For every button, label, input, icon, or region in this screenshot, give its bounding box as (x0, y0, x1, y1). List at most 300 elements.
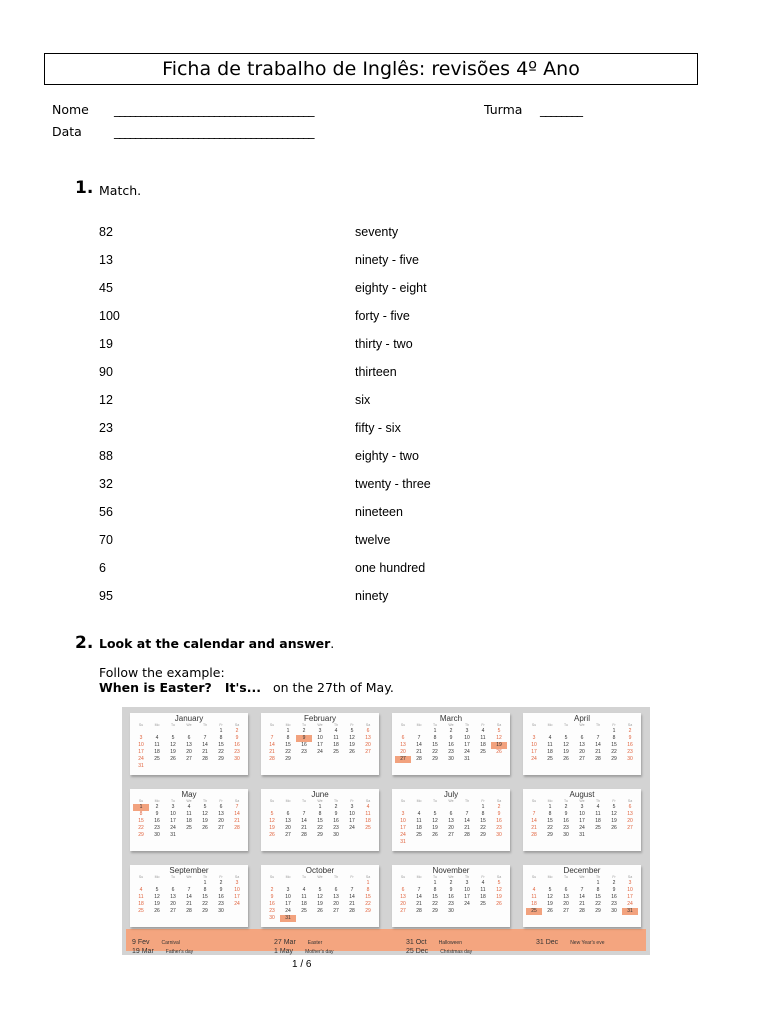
day-cell: 22 (480, 825, 486, 831)
day-grid (392, 804, 510, 846)
day-cell: 25 (526, 908, 542, 915)
weekday-label: Fr (219, 723, 223, 727)
match-word: nineteen (355, 505, 403, 519)
weekday-label: Tu (302, 799, 306, 803)
match-number: 82 (99, 225, 113, 239)
weekday-label: We (448, 799, 454, 803)
day-cell: 1 (481, 804, 485, 810)
example-intro: Follow the example: (99, 665, 225, 680)
day-cell: 17 (234, 894, 240, 900)
calendar-month (523, 865, 641, 927)
day-cell: 27 (218, 825, 224, 831)
day-cell: 10 (285, 894, 291, 900)
match-word: ninety - five (355, 253, 419, 267)
day-cell: 6 (286, 811, 290, 817)
weekday-label: We (186, 875, 192, 879)
weekday-label: Su (531, 723, 537, 727)
day-cell: 18 (416, 825, 422, 831)
weekday-label: Tu (564, 723, 568, 727)
day-cell: 30 (627, 756, 633, 762)
weekday-label: Tu (564, 799, 568, 803)
weekday-label: Sa (496, 723, 502, 727)
day-cell: 4 (532, 887, 536, 893)
data-line[interactable]: ______________________________________ (114, 124, 314, 139)
weekday-label: We (579, 799, 585, 803)
day-cell: 1 (433, 880, 437, 886)
day-cell: 28 (301, 832, 307, 838)
day-cell: 16 (269, 901, 275, 907)
day-blank (526, 880, 542, 887)
day-cell: 18 (531, 901, 537, 907)
day-cell: 28 (234, 825, 240, 831)
day-cell: 3 (318, 728, 322, 734)
day-cell: 5 (270, 811, 274, 817)
day-cell: 2 (235, 728, 239, 734)
day-cell: 23 (496, 825, 502, 831)
day-cell: 18 (547, 749, 553, 755)
month-name: October (305, 866, 335, 875)
day-cell: 20 (365, 742, 371, 748)
match-number: 100 (99, 309, 120, 323)
day-cell: 13 (365, 735, 371, 741)
day-cell: 29 (547, 832, 553, 838)
day-cell: 8 (433, 887, 437, 893)
day-cell: 7 (187, 887, 191, 893)
day-cell: 14 (349, 894, 355, 900)
weekday-label: Th (202, 875, 208, 879)
day-cell: 25 (365, 825, 371, 831)
day-cell: 26 (563, 756, 569, 762)
day-grid (130, 728, 248, 770)
section2-instruction-end: . (330, 636, 335, 651)
day-cell: 14 (416, 742, 422, 748)
day-cell: 23 (627, 749, 633, 755)
day-cell: 3 (465, 880, 469, 886)
day-cell: 19 (154, 901, 160, 907)
day-cell: 14 (531, 818, 537, 824)
day-cell: 5 (433, 811, 437, 817)
day-grid (523, 804, 641, 839)
day-cell: 16 (333, 818, 339, 824)
weekday-label: Th (333, 799, 339, 803)
calendar-month (523, 713, 641, 775)
match-number: 23 (99, 421, 113, 435)
day-cell: 28 (464, 832, 470, 838)
day-cell: 18 (480, 894, 486, 900)
weekday-label: Sa (496, 799, 502, 803)
day-cell: 11 (301, 894, 307, 900)
day-cell: 22 (547, 825, 553, 831)
month-name: June (311, 790, 329, 799)
day-cell: 9 (449, 735, 453, 741)
day-cell: 8 (203, 887, 207, 893)
holiday-date: 9 Fev (132, 939, 150, 946)
day-cell: 10 (349, 811, 355, 817)
day-cell: 23 (234, 749, 240, 755)
holiday-event: Halloween (438, 940, 462, 946)
weekday-label: Th (595, 799, 601, 803)
day-cell: 19 (317, 901, 323, 907)
day-cell: 14 (202, 742, 208, 748)
day-cell: 5 (497, 728, 501, 734)
day-cell: 27 (186, 756, 192, 762)
day-cell: 6 (628, 804, 632, 810)
match-number: 70 (99, 533, 113, 547)
day-cell: 5 (203, 804, 207, 810)
month-name: February (303, 714, 336, 723)
holiday-item (274, 940, 334, 958)
day-blank (526, 728, 542, 735)
day-cell: 7 (350, 887, 354, 893)
day-grid (130, 880, 248, 915)
day-cell: 21 (234, 818, 240, 824)
weekday-label: We (317, 875, 323, 879)
day-cell: 19 (491, 742, 507, 749)
day-cell: 17 (400, 825, 406, 831)
day-blank (296, 880, 312, 887)
weekday-label: Sa (627, 723, 633, 727)
day-cell: 29 (595, 908, 601, 914)
day-cell: 21 (186, 901, 192, 907)
day-grid (392, 728, 510, 763)
day-cell: 6 (401, 735, 405, 741)
month-name: March (439, 714, 463, 723)
day-cell: 4 (366, 804, 370, 810)
day-cell: 3 (580, 804, 584, 810)
day-cell: 26 (432, 832, 438, 838)
day-cell: 25 (547, 756, 553, 762)
day-cell: 11 (416, 818, 422, 824)
day-cell: 7 (532, 811, 536, 817)
day-cell: 27 (365, 749, 371, 755)
day-cell: 24 (317, 749, 323, 755)
calendar-month (261, 789, 379, 851)
day-cell: 17 (170, 818, 176, 824)
day-blank (427, 804, 443, 811)
day-cell: 13 (579, 742, 585, 748)
weekday-label: Su (400, 875, 406, 879)
day-grid (523, 728, 641, 763)
weekday-label: Tu (171, 723, 175, 727)
day-cell: 19 (349, 742, 355, 748)
day-cell: 11 (595, 811, 601, 817)
day-cell: 8 (366, 887, 370, 893)
match-number: 45 (99, 281, 113, 295)
day-blank (280, 804, 296, 811)
weekday-label: Sa (365, 799, 371, 803)
day-cell: 9 (219, 887, 223, 893)
day-cell: 8 (139, 811, 143, 817)
day-cell: 8 (286, 735, 290, 741)
day-cell: 5 (350, 728, 354, 734)
weekday-label: Fr (219, 799, 223, 803)
day-cell: 19 (269, 825, 275, 831)
day-cell: 21 (416, 901, 422, 907)
holiday-item (132, 940, 193, 958)
day-cell: 13 (400, 894, 406, 900)
day-cell: 13 (170, 894, 176, 900)
day-cell: 15 (218, 742, 224, 748)
weekday-label: Sa (496, 875, 502, 879)
day-cell: 17 (531, 749, 537, 755)
day-cell: 15 (432, 894, 438, 900)
weekday-label: We (448, 723, 454, 727)
day-cell: 24 (579, 825, 585, 831)
weekday-label: Mo (416, 799, 422, 803)
day-cell: 6 (219, 804, 223, 810)
day-cell: 21 (269, 749, 275, 755)
day-cell: 1 (366, 880, 370, 886)
day-cell: 9 (155, 811, 159, 817)
weekday-label: Fr (350, 875, 354, 879)
day-cell: 27 (170, 908, 176, 914)
weekday-label: Tu (302, 723, 306, 727)
day-cell: 21 (579, 901, 585, 907)
weekday-label: Fr (350, 799, 354, 803)
day-cell: 20 (400, 749, 406, 755)
day-cell: 14 (416, 894, 422, 900)
day-cell: 19 (202, 818, 208, 824)
day-cell: 14 (595, 742, 601, 748)
day-cell: 20 (170, 901, 176, 907)
weekday-label: Su (400, 799, 406, 803)
weekday-label: Mo (547, 799, 553, 803)
day-cell: 1 (433, 728, 437, 734)
day-cell: 27 (333, 908, 339, 914)
day-cell: 5 (318, 887, 322, 893)
weekday-label: Fr (612, 723, 616, 727)
day-cell: 30 (563, 832, 569, 838)
day-cell: 14 (464, 818, 470, 824)
weekday-label: Sa (234, 799, 240, 803)
month-name: August (569, 790, 595, 799)
match-number: 6 (99, 561, 106, 575)
day-cell: 16 (154, 818, 160, 824)
day-cell: 29 (218, 756, 224, 762)
day-blank (197, 728, 213, 735)
day-cell: 15 (202, 894, 208, 900)
weekday-label: We (579, 875, 585, 879)
day-cell: 31 (170, 832, 176, 838)
match-word: thirteen (355, 365, 397, 379)
day-cell: 12 (202, 811, 208, 817)
day-blank (558, 728, 574, 735)
day-blank (574, 880, 590, 887)
day-cell: 21 (531, 825, 537, 831)
day-cell: 26 (269, 832, 275, 838)
day-cell: 19 (170, 749, 176, 755)
weekday-label: We (317, 799, 323, 803)
day-blank (312, 880, 328, 887)
weekday-label: Th (202, 723, 208, 727)
day-cell: 21 (349, 901, 355, 907)
day-cell: 24 (531, 756, 537, 762)
day-cell: 16 (448, 742, 454, 748)
day-cell: 26 (349, 749, 355, 755)
day-cell: 7 (465, 811, 469, 817)
day-cell: 1 (133, 804, 149, 811)
day-blank (558, 880, 574, 887)
day-cell: 11 (531, 894, 537, 900)
day-cell: 29 (138, 832, 144, 838)
day-cell: 20 (285, 825, 291, 831)
day-cell: 7 (596, 735, 600, 741)
day-cell: 26 (496, 901, 502, 907)
weekday-label: Su (138, 799, 144, 803)
day-cell: 18 (154, 749, 160, 755)
day-blank (590, 728, 606, 735)
day-cell: 12 (317, 894, 323, 900)
day-cell: 21 (416, 749, 422, 755)
day-cell: 12 (496, 887, 502, 893)
holiday-event: Easter (307, 940, 323, 946)
match-word: eighty - eight (355, 281, 427, 295)
day-cell: 12 (496, 735, 502, 741)
page-title (44, 53, 698, 85)
weekday-label: Sa (234, 723, 240, 727)
month-name: November (432, 866, 470, 875)
day-blank (395, 804, 411, 811)
weekday-label: Th (333, 875, 339, 879)
day-cell: 12 (547, 894, 553, 900)
match-word: six (355, 393, 371, 407)
day-cell: 2 (334, 804, 338, 810)
day-cell: 11 (138, 894, 144, 900)
day-cell: 25 (138, 908, 144, 914)
day-cell: 4 (481, 728, 485, 734)
day-cell: 13 (218, 811, 224, 817)
weekday-label: Th (595, 875, 601, 879)
weekday-label: Fr (612, 875, 616, 879)
day-grid (130, 804, 248, 839)
holiday-item (406, 940, 472, 958)
day-cell: 2 (302, 728, 306, 734)
day-blank (344, 880, 360, 887)
day-cell: 24 (349, 825, 355, 831)
day-cell: 23 (269, 908, 275, 914)
weekday-label: Mo (547, 875, 553, 879)
day-cell: 24 (285, 908, 291, 914)
day-cell: 18 (333, 742, 339, 748)
day-cell: 30 (218, 908, 224, 914)
holiday-event: Father's day (165, 949, 194, 955)
day-cell: 14 (269, 742, 275, 748)
day-cell: 16 (234, 742, 240, 748)
day-cell: 13 (186, 742, 192, 748)
match-number: 19 (99, 337, 113, 351)
match-word: one hundred (355, 561, 426, 575)
weekday-label: Sa (627, 875, 633, 879)
calendar-month (261, 713, 379, 775)
calendar-month (392, 865, 510, 927)
day-cell: 4 (596, 804, 600, 810)
section1-number: 1. (75, 178, 94, 198)
day-cell: 14 (186, 894, 192, 900)
month-name: January (174, 714, 204, 723)
weekday-label: Sa (365, 723, 371, 727)
day-cell: 8 (318, 811, 322, 817)
day-cell: 20 (563, 901, 569, 907)
holiday-date: 31 Oct (406, 939, 427, 946)
weekday-label: Tu (433, 875, 437, 879)
day-cell: 23 (448, 749, 454, 755)
weekday-label: We (448, 875, 454, 879)
example-question: When is Easter? It's... (99, 680, 261, 695)
day-blank (328, 880, 344, 887)
day-cell: 20 (186, 749, 192, 755)
weekday-label: Th (464, 875, 470, 879)
day-cell: 22 (138, 825, 144, 831)
day-cell: 2 (612, 880, 616, 886)
month-name: May (181, 790, 197, 799)
day-cell: 8 (548, 811, 552, 817)
day-cell: 5 (548, 887, 552, 893)
day-cell: 31 (464, 756, 470, 762)
holiday-event: New Year's eve (570, 940, 605, 946)
day-cell: 3 (171, 804, 175, 810)
match-word: fifty - six (355, 421, 401, 435)
day-grid (261, 728, 379, 763)
day-grid (261, 880, 379, 922)
day-cell: 17 (464, 894, 470, 900)
weekday-label: Su (269, 799, 275, 803)
day-blank (280, 880, 296, 887)
day-cell: 19 (496, 894, 502, 900)
day-cell: 24 (400, 832, 406, 838)
day-cell: 19 (563, 749, 569, 755)
weekday-label: Mo (416, 875, 422, 879)
turma-line[interactable]: ________ (540, 102, 582, 117)
day-cell: 23 (218, 901, 224, 907)
calendar-month (130, 789, 248, 851)
day-cell: 7 (302, 811, 306, 817)
weekday-label: We (186, 799, 192, 803)
day-cell: 3 (235, 880, 239, 886)
day-cell: 7 (270, 735, 274, 741)
day-cell: 18 (480, 742, 486, 748)
day-cell: 5 (497, 880, 501, 886)
day-cell: 15 (611, 742, 617, 748)
day-cell: 10 (579, 811, 585, 817)
day-cell: 21 (464, 825, 470, 831)
day-cell: 17 (464, 742, 470, 748)
match-word: eighty - two (355, 449, 419, 463)
day-cell: 27 (400, 908, 406, 914)
day-cell: 9 (334, 811, 338, 817)
page-number: 1 / 6 (292, 959, 312, 970)
day-cell: 11 (154, 742, 160, 748)
day-cell: 18 (301, 901, 307, 907)
match-word: seventy (355, 225, 399, 239)
weekday-label: Su (269, 875, 275, 879)
day-blank (542, 880, 558, 887)
weekday-label: Mo (154, 799, 160, 803)
match-word: ninety (355, 589, 389, 603)
day-cell: 15 (317, 818, 323, 824)
day-blank (395, 728, 411, 735)
holiday-event: Christmas day (440, 949, 473, 955)
day-cell: 2 (155, 804, 159, 810)
day-cell: 15 (365, 894, 371, 900)
weekday-label: Mo (154, 875, 160, 879)
day-cell: 31 (138, 763, 144, 769)
holiday-date: 27 Mar (274, 939, 296, 946)
day-cell: 1 (596, 880, 600, 886)
weekday-label: We (317, 723, 323, 727)
day-cell: 29 (317, 832, 323, 838)
day-cell: 11 (480, 735, 486, 741)
nome-line[interactable]: ______________________________________ (114, 102, 314, 117)
